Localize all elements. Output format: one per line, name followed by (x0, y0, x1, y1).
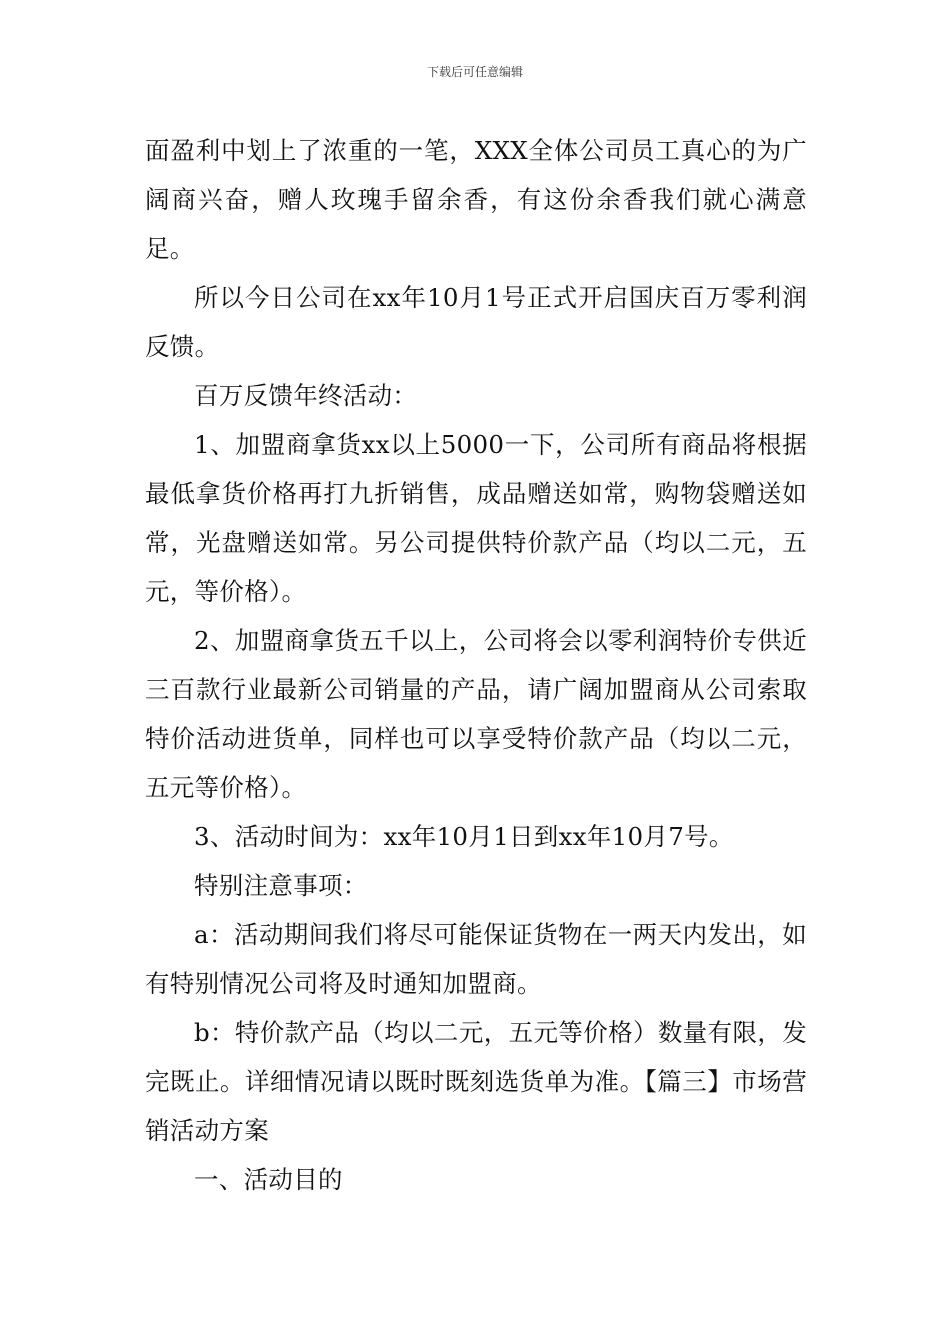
paragraph-note-a: a：活动期间我们将尽可能保证货物在一两天内发出，如有特别情况公司将及时通知加盟商。 (145, 920, 807, 998)
paragraph-section-heading: 一、活动目的 (194, 1165, 343, 1194)
paragraph-item-3: 3、活动时间为：xx年10月1日到xx年10月7号。 (194, 822, 734, 851)
paragraph-continuation: 面盈利中划上了浓重的一笔，XXX全体公司员工真心的为广阔商兴奋，赠人玫瑰手留余香，有这份余香我们就心满意足。 (145, 136, 807, 263)
paragraph-notes-heading: 特别注意事项： (194, 871, 368, 900)
paragraph-launch-notice: 所以今日公司在xx年10月1号正式开启国庆百万零利润反馈。 (145, 283, 807, 361)
paragraph-item-1: 1、加盟商拿货xx以上5000一下，公司所有商品将根据最低拿货价格再打九折销售，成品赠送如常，购物袋赠送如常，光盘赠送如常。另公司提供特价款产品（均以二元，五元，等价格）。 (145, 430, 807, 606)
paragraph-note-b: b：特价款产品（均以二元，五元等价格）数量有限，发完既止。详细情况请以既时既刻选货单为准。【篇三】市场营销活动方案 (145, 1018, 807, 1145)
paragraph-item-2: 2、加盟商拿货五千以上，公司将会以零利润特价专供近三百款行业最新公司销量的产品，请广阔加盟商从公司索取特价活动进货单，同样也可以享受特价款产品（均以二元，五元等价格）。 (145, 626, 807, 802)
page-header: 下载后可任意编辑 (426, 65, 523, 79)
document-body (145, 126, 807, 1204)
paragraph-activity-heading: 百万反馈年终活动： (194, 381, 418, 410)
